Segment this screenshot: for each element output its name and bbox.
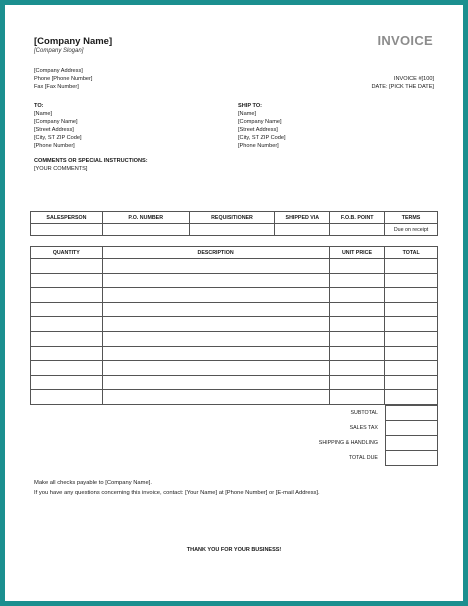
description-cell[interactable] (102, 390, 329, 405)
shipping-label: SHIPPING & HANDLING (318, 440, 378, 446)
bill-to-line: [City, ST ZIP Code] (34, 135, 82, 141)
bill-to-line: [Name] (34, 111, 53, 117)
line-item-row (31, 331, 438, 346)
subtotal-value[interactable] (385, 406, 437, 421)
quantity-cell[interactable] (31, 346, 103, 361)
unit-price-cell[interactable] (329, 317, 385, 332)
shipping-row (30, 436, 438, 451)
quantity-cell[interactable] (31, 390, 103, 405)
contact-note: If you have any questions concerning this invoice, contact: [Your Name] at [Phone Number] or [E-mail Address]. (34, 490, 320, 496)
salesperson-cell[interactable] (31, 224, 103, 236)
col-quantity: QUANTITY (31, 247, 103, 259)
total-cell[interactable] (385, 346, 438, 361)
description-cell[interactable] (102, 331, 329, 346)
total-cell[interactable] (385, 273, 438, 288)
col-fob-point: F.O.B. POINT (330, 212, 385, 224)
line-item-row (31, 346, 438, 361)
bill-to-line: [Company Name] (34, 119, 78, 125)
description-cell[interactable] (102, 273, 329, 288)
totals-table (30, 405, 438, 466)
quantity-cell[interactable] (31, 259, 103, 274)
ship-to-block (238, 102, 286, 150)
bill-to-label: TO: (34, 103, 44, 109)
total-cell[interactable] (385, 259, 438, 274)
ship-to-line: [Name] (238, 111, 257, 117)
total-due-row (30, 451, 438, 466)
total-cell[interactable] (385, 361, 438, 376)
total-cell[interactable] (385, 390, 438, 405)
unit-price-cell[interactable] (329, 288, 385, 303)
company-address-block (34, 67, 92, 91)
total-cell[interactable] (385, 302, 438, 317)
line-item-row (31, 317, 438, 332)
ship-to-line: [Phone Number] (238, 143, 279, 149)
description-cell[interactable] (102, 375, 329, 390)
line-item-row (31, 288, 438, 303)
requisitioner-cell[interactable] (189, 224, 275, 236)
sales-tax-value[interactable] (385, 421, 437, 436)
col-requisitioner: REQUISITIONER (189, 212, 275, 224)
line-item-row (31, 302, 438, 317)
col-po-number: P.O. NUMBER (102, 212, 189, 224)
subtotal-label: SUBTOTAL (350, 410, 378, 416)
line-items-table (30, 246, 438, 405)
total-due-value[interactable] (385, 451, 437, 466)
invoice-page (5, 5, 463, 601)
description-cell[interactable] (102, 317, 329, 332)
col-terms: TERMS (385, 212, 438, 224)
items-header-row (31, 247, 438, 259)
total-cell[interactable] (385, 317, 438, 332)
order-row (31, 224, 438, 236)
col-shipped-via: SHIPPED VIA (275, 212, 330, 224)
company-slogan: [Company Slogan] (34, 48, 84, 54)
ship-to-line: [Company Name] (238, 119, 282, 125)
order-header-row (31, 212, 438, 224)
total-cell[interactable] (385, 375, 438, 390)
total-due-label: TOTAL DUE (348, 455, 378, 461)
description-cell[interactable] (102, 361, 329, 376)
comments-block (34, 157, 148, 173)
comments-label: COMMENTS OR SPECIAL INSTRUCTIONS: (34, 158, 148, 164)
sales-tax-label: SALES TAX (349, 425, 378, 431)
total-cell[interactable] (385, 331, 438, 346)
bill-to-line: [Phone Number] (34, 143, 75, 149)
unit-price-cell[interactable] (329, 390, 385, 405)
company-name: [Company Name] (34, 36, 113, 47)
quantity-cell[interactable] (31, 317, 103, 332)
line-item-row (31, 375, 438, 390)
comments-value: [YOUR COMMENTS] (34, 166, 88, 172)
invoice-number: INVOICE #[100] (393, 76, 434, 82)
po-number-cell[interactable] (102, 224, 189, 236)
ship-to-label: SHIP TO: (238, 103, 263, 109)
ship-to-line: [City, ST ZIP Code] (238, 135, 286, 141)
footer-notes (34, 478, 320, 498)
unit-price-cell[interactable] (329, 331, 385, 346)
col-unit-price: UNIT PRICE (329, 247, 385, 259)
invoice-meta (372, 75, 434, 91)
unit-price-cell[interactable] (329, 273, 385, 288)
description-cell[interactable] (102, 288, 329, 303)
line-item-row (31, 361, 438, 376)
col-total: TOTAL (385, 247, 438, 259)
line-item-row (31, 273, 438, 288)
company-fax: Fax [Fax Number] (34, 84, 79, 90)
line-item-row (31, 259, 438, 274)
ship-to-line: [Street Address] (238, 127, 278, 133)
quantity-cell[interactable] (31, 302, 103, 317)
unit-price-cell[interactable] (329, 346, 385, 361)
shipping-value[interactable] (385, 436, 437, 451)
quantity-cell[interactable] (31, 375, 103, 390)
payable-note: Make all checks payable to [Company Name]. (34, 480, 152, 486)
subtotal-row (30, 406, 438, 421)
quantity-cell[interactable] (31, 331, 103, 346)
unit-price-cell[interactable] (329, 361, 385, 376)
description-cell[interactable] (102, 346, 329, 361)
invoice-title: INVOICE (377, 33, 433, 48)
thank-you-note: THANK YOU FOR YOUR BUSINESS! (186, 547, 282, 553)
invoice-date: DATE: [PICK THE DATE] (371, 84, 434, 90)
order-details-table (30, 211, 438, 236)
total-cell[interactable] (385, 288, 438, 303)
unit-price-cell[interactable] (329, 375, 385, 390)
line-item-row (31, 390, 438, 405)
sales-tax-row (30, 421, 438, 436)
terms-cell[interactable]: Due on receipt (385, 224, 438, 236)
bill-to-block (34, 102, 82, 150)
shipped-via-cell[interactable] (275, 224, 330, 236)
unit-price-cell[interactable] (329, 302, 385, 317)
description-cell[interactable] (102, 259, 329, 274)
quantity-cell[interactable] (31, 273, 103, 288)
col-description: DESCRIPTION (102, 247, 329, 259)
fob-point-cell[interactable] (330, 224, 385, 236)
company-phone: Phone [Phone Number] (34, 76, 93, 82)
quantity-cell[interactable] (31, 361, 103, 376)
company-address: [Company Address] (34, 68, 83, 74)
bill-to-line: [Street Address] (34, 127, 74, 133)
col-salesperson: SALESPERSON (31, 212, 103, 224)
description-cell[interactable] (102, 302, 329, 317)
unit-price-cell[interactable] (329, 259, 385, 274)
quantity-cell[interactable] (31, 288, 103, 303)
